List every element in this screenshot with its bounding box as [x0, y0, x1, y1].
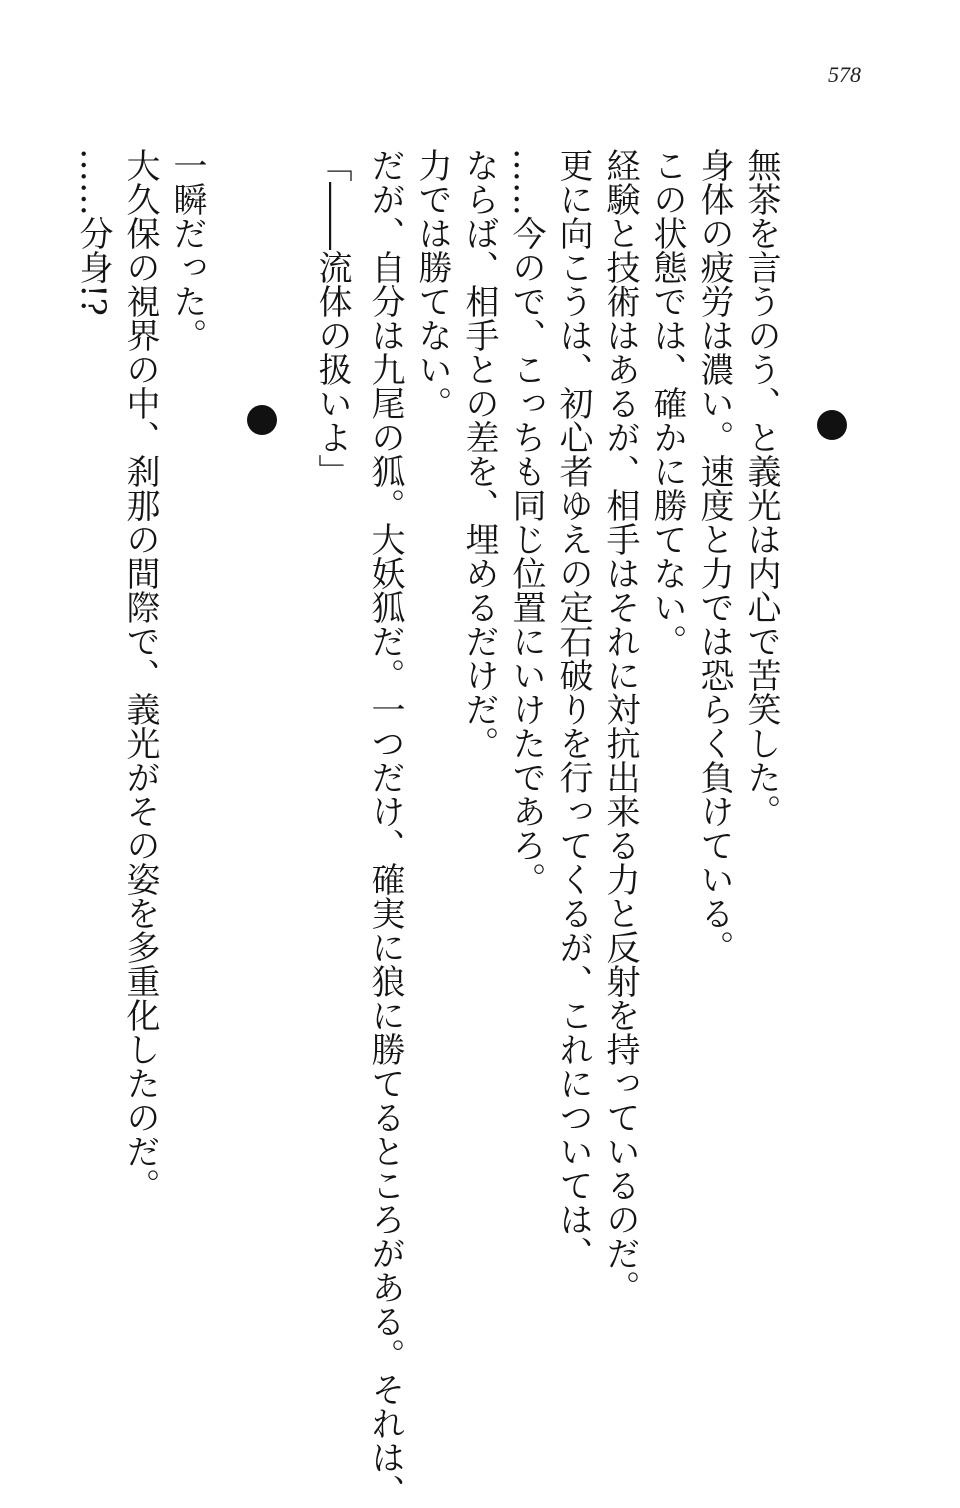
text-line-6: ……今ので、こっちも同じ位置にいけたであろ。: [506, 148, 546, 896]
scene-break-dot-right: [817, 410, 847, 440]
text-line-12: 大久保の視界の中、刹那の間際で、義光がその姿を多重化したのだ。: [120, 148, 160, 1202]
text-line-7: ならば、相手との差を、埋めるだけだ。: [459, 148, 499, 760]
text-line-3: この状態では、確かに勝てない。: [647, 148, 687, 658]
text-line-4: 経験と技術はあるが、相手はそれに対抗出来る力と反射を持っているのだ。: [600, 148, 640, 1304]
text-line-9: だが、自分は九尾の狐。大妖狐だ。一つだけ、確実に狼に勝てるところがある。それは、: [365, 148, 405, 1508]
page-number: 578: [828, 62, 861, 87]
text-line-13: ……分身!?: [73, 148, 113, 316]
text-line-1: 無茶を言うのう、と義光は内心で苦笑した。: [741, 148, 781, 828]
text-line-11: 一瞬だった。: [167, 148, 207, 352]
text-line-2: 身体の疲労は濃い。速度と力では恐らく負けている。: [694, 148, 734, 964]
scene-break-dot-left: [247, 405, 277, 435]
text-line-8: 力では勝てない。: [412, 148, 452, 420]
text-line-10: 「――流体の扱いよ」: [312, 148, 352, 488]
text-line-5: 更に向こうは、初心者ゆえの定石破りを行ってくるが、これについては、: [553, 148, 593, 1270]
